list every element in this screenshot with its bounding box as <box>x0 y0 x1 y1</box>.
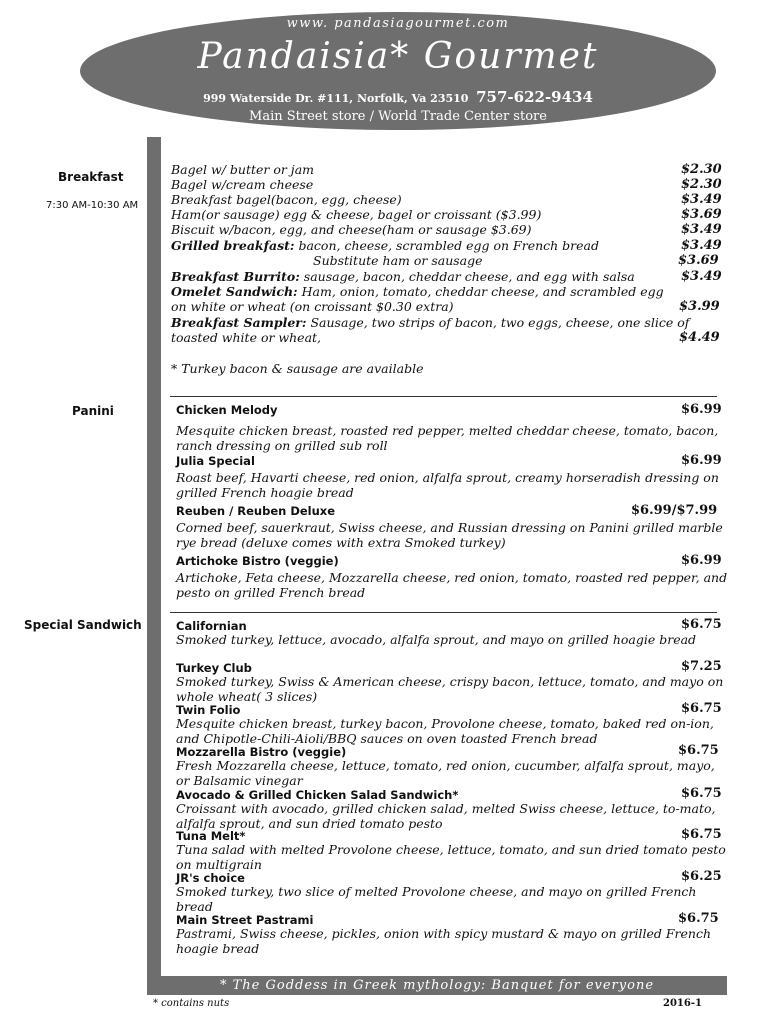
menu-item-price: $6.75 <box>678 911 719 926</box>
breakfast-line: Breakfast Burrito: sausage, bacon, cheddar cheese, and egg with salsa $3.49 <box>171 269 722 284</box>
menu-item-desc: Croissant with avocado, grilled chicken salad, melted Swiss cheese, lettuce, to-mato, alfalfa sprout, and sun dried tomato pesto <box>176 801 716 831</box>
address-line <box>80 88 716 106</box>
breakfast-line: on white or wheat (on croissant $0.30 extra) $3.99 <box>171 299 720 314</box>
menu-item-desc: Mesquite chicken breast, turkey bacon, Provolone cheese, tomato, baked red on-ion, and Chipotle-Chili-Aioli/BBQ sauces on oven toasted French bread <box>176 716 714 746</box>
menu-item-name: Turkey Club <box>176 661 252 675</box>
menu-item-name: Main Street Pastrami <box>176 913 314 927</box>
menu-item-name: JR's choice <box>176 871 245 885</box>
breakfast-line: Substitute ham or sausage $3.69 <box>313 253 719 268</box>
breakfast-note: * Turkey bacon & sausage are available <box>171 361 424 376</box>
version-label: 2016-1 <box>663 998 702 1009</box>
menu-item-price: $6.99 <box>681 553 722 568</box>
store-locations: Main Street store / World Trade Center store <box>249 109 547 124</box>
menu-item-desc: Smoked turkey, Swiss & American cheese, crispy bacon, lettuce, tomato, and mayo on whole wheat( 3 slices) <box>176 674 724 704</box>
menu-item-desc: Corned beef, sauerkraut, Swiss cheese, and Russian dressing on Panini grilled marble rye bread (deluxe comes with extra Smoked turkey) <box>176 520 723 550</box>
menu-item-price: $6.75 <box>681 701 722 716</box>
breakfast-line: Breakfast bagel(bacon, egg, cheese) $3.49 <box>171 192 722 207</box>
breakfast-line: toasted white or wheat, $4.49 <box>171 330 720 345</box>
menu-item-name: Reuben / Reuben Deluxe <box>176 504 336 518</box>
section-breakfast: Breakfast <box>58 170 124 184</box>
breakfast-line: Grilled breakfast: bacon, cheese, scrambled egg on French bread $3.49 <box>171 238 722 253</box>
menu-item-name: Avocado & Grilled Chicken Salad Sandwich* <box>176 788 459 802</box>
menu-item-price: $6.25 <box>681 869 722 884</box>
menu-item-price: $7.25 <box>681 659 722 674</box>
menu-item-desc: Tuna salad with melted Provolone cheese, lettuce, tomato, and sun dried tomato pesto on multigrain <box>176 842 726 872</box>
menu-item-name: Chicken Melody <box>176 403 278 417</box>
breakfast-line: Bagel w/ butter or jam $2.30 <box>171 162 722 177</box>
section-special-sandwich: Special Sandwich <box>24 618 142 632</box>
breakfast-line: Bagel w/cream cheese $2.30 <box>171 177 722 192</box>
address: 999 Waterside Dr. #111, Norfolk, Va 23510 <box>203 92 469 105</box>
divider <box>170 612 717 613</box>
menu-item-name: Californian <box>176 619 247 633</box>
brand-title: Pandaisia* Gourmet <box>197 36 599 77</box>
menu-item-price: $6.75 <box>678 743 719 758</box>
menu-item-name: Julia Special <box>176 454 255 468</box>
menu-item-desc: Smoked turkey, two slice of melted Provolone cheese, and mayo on grilled French bread <box>176 884 697 914</box>
section-panini: Panini <box>72 404 114 418</box>
menu-item-name: Mozzarella Bistro (veggie) <box>176 745 347 759</box>
menu-item-price: $6.99/$7.99 <box>631 503 718 518</box>
menu-item-desc: Mesquite chicken breast, roasted red pepper, melted cheddar cheese, tomato, bacon, ranch dressing on grilled sub roll <box>176 423 719 453</box>
breakfast-hours: 7:30 AM-10:30 AM <box>46 200 139 211</box>
menu-item-price: $6.99 <box>681 453 722 468</box>
website-url: www. pandasiagourmet.com <box>286 16 510 31</box>
menu-item-desc: Artichoke, Feta cheese, Mozzarella cheese, red onion, tomato, roasted red pepper, and pesto on grilled French bread <box>176 570 728 600</box>
menu-item-price: $6.75 <box>681 786 722 801</box>
left-bar <box>147 137 161 993</box>
menu-item-name: Twin Folio <box>176 703 241 717</box>
breakfast-line: Breakfast Sampler: Sausage, two strips of bacon, two eggs, cheese, one slice of <box>171 315 690 330</box>
menu-item-price: $6.75 <box>681 617 722 632</box>
menu-item-desc: Roast beef, Havarti cheese, red onion, alfalfa sprout, creamy horseradish dressing on grilled French hoagie bread <box>176 470 719 500</box>
menu-item-price: $6.75 <box>681 827 722 842</box>
menu-item-name: Tuna Melt* <box>176 829 246 843</box>
phone: 757-622-9434 <box>476 88 593 106</box>
nuts-note: * contains nuts <box>153 998 230 1009</box>
menu-item-desc: Fresh Mozzarella cheese, lettuce, tomato, red onion, cucumber, alfalfa sprout, mayo, or Balsamic vinegar <box>176 758 715 788</box>
divider <box>170 396 717 397</box>
breakfast-line: Biscuit w/bacon, egg, and cheese(ham or sausage $3.69) $3.49 <box>171 222 722 237</box>
footer-banner: * The Goddess in Greek mythology: Banquet for everyone <box>147 976 727 995</box>
menu-item-desc: Pastrami, Swiss cheese, pickles, onion with spicy mustard & mayo on grilled French hoagie bread <box>176 926 712 956</box>
breakfast-line: Omelet Sandwich: Ham, onion, tomato, cheddar cheese, and scrambled egg <box>171 284 664 299</box>
menu-item-desc: Smoked turkey, lettuce, avocado, alfalfa sprout, and mayo on grilled hoagie bread <box>176 632 697 647</box>
menu-item-name: Artichoke Bistro (veggie) <box>176 554 339 568</box>
menu-item-price: $6.99 <box>681 402 722 417</box>
breakfast-line: Ham(or sausage) egg & cheese, bagel or croissant ($3.99) $3.69 <box>171 207 722 222</box>
